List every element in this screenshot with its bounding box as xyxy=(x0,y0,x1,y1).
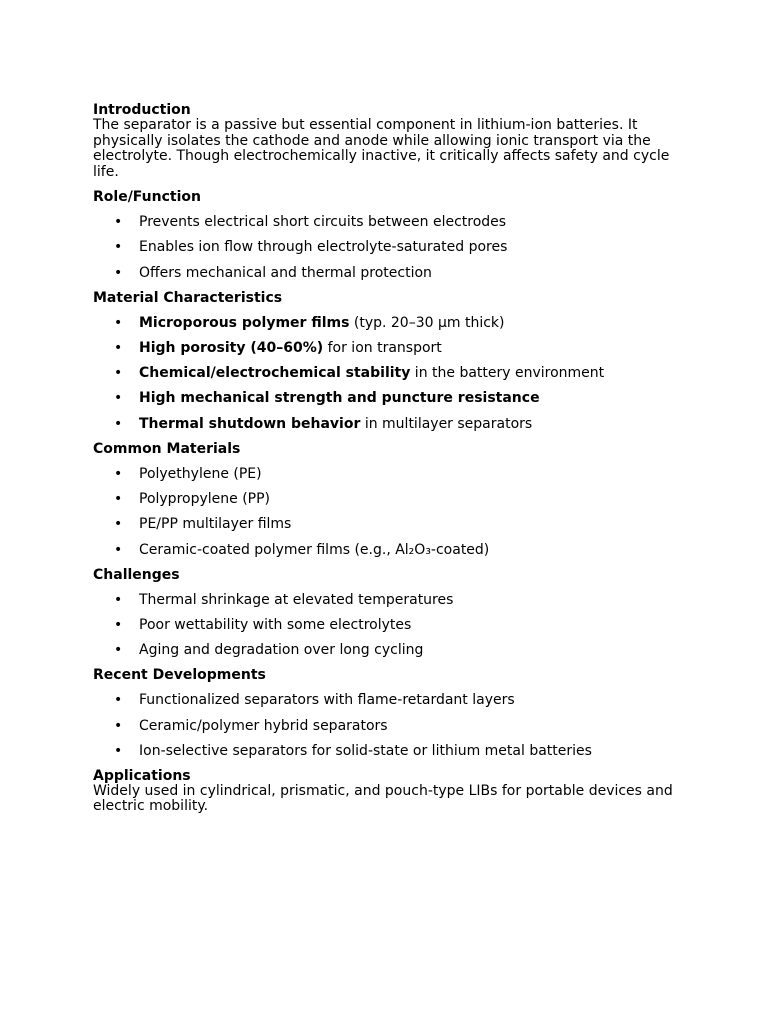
bullet-icon: • xyxy=(114,239,123,256)
bullet-icon: • xyxy=(114,541,123,558)
list-item: • Ceramic-coated polymer films (e.g., Al₂O₃-coated) xyxy=(114,541,490,558)
list-item: • Microporous polymer films (typ. 20–30 µm thick) xyxy=(114,314,505,331)
list-item: • Enables ion flow through electrolyte-saturated pores xyxy=(114,239,508,256)
list-item: • Ion-selective separators for solid-state or lithium metal batteries xyxy=(114,742,592,759)
list-item: • PE/PP multilayer films xyxy=(114,516,292,533)
bullet-icon: • xyxy=(114,717,123,734)
common-materials-heading: Common Materials xyxy=(93,440,241,457)
list-item: • Functionalized separators with flame-retardant layers xyxy=(114,692,515,709)
material-characteristics-heading: Material Characteristics xyxy=(93,289,283,306)
challenges-heading: Challenges xyxy=(93,566,180,583)
list-item: • Prevents electrical short circuits between electrodes xyxy=(114,214,507,230)
list-item: • Polypropylene (PP) xyxy=(114,491,271,508)
bullet-icon: • xyxy=(114,692,123,709)
challenges-list xyxy=(93,592,673,659)
bullet-icon: • xyxy=(114,516,123,533)
list-item: • Thermal shrinkage at elevated temperatures xyxy=(114,591,454,608)
recent-developments-list xyxy=(93,692,673,759)
list-item: • Chemical/electrochemical stability in the battery environment xyxy=(114,365,605,382)
document-body xyxy=(93,102,673,815)
list-item: • Thermal shutdown behavior in multilayer separators xyxy=(114,415,533,432)
bullet-icon: • xyxy=(114,591,123,608)
bullet-icon: • xyxy=(114,365,123,382)
bullet-icon: • xyxy=(114,491,123,508)
introduction-heading: Introduction xyxy=(93,102,191,118)
material-characteristics-list xyxy=(93,315,673,432)
bullet-icon: • xyxy=(114,415,123,432)
list-item: • Aging and degradation over long cycling xyxy=(114,642,424,659)
applications-paragraph: Widely used in cylindrical, prismatic, and pouch-type LIBs for portable devices and electric mobility. xyxy=(93,782,673,815)
list-item: • Offers mechanical and thermal protection xyxy=(114,264,432,281)
bullet-icon: • xyxy=(114,214,123,230)
bullet-icon: • xyxy=(114,642,123,659)
list-item: • High porosity (40–60%) for ion transport xyxy=(114,339,442,356)
introduction-paragraph: The separator is a passive but essential component in lithium-ion batteries. It physically isolates the cathode and anode while allowing ionic transport via the electrolyte. Though electrochemically inactive, it critically affects safety and cycle life. xyxy=(93,117,670,180)
role-function-heading: Role/Function xyxy=(93,189,201,205)
list-item: • Ceramic/polymer hybrid separators xyxy=(114,717,388,734)
list-item: • Poor wettability with some electrolytes xyxy=(114,616,412,633)
recent-developments-heading: Recent Developments xyxy=(93,667,266,684)
bullet-icon: • xyxy=(114,314,123,331)
role-function-list xyxy=(93,214,673,281)
bullet-icon: • xyxy=(114,742,123,759)
common-materials-list xyxy=(93,466,673,558)
applications-heading: Applications xyxy=(93,767,191,784)
bullet-icon: • xyxy=(114,264,123,281)
bullet-icon: • xyxy=(114,339,123,356)
list-item: • Polyethylene (PE) xyxy=(114,465,262,482)
bullet-icon: • xyxy=(114,465,123,482)
bullet-icon: • xyxy=(114,616,123,633)
list-item: • High mechanical strength and puncture resistance xyxy=(114,390,540,407)
bullet-icon: • xyxy=(114,390,123,407)
